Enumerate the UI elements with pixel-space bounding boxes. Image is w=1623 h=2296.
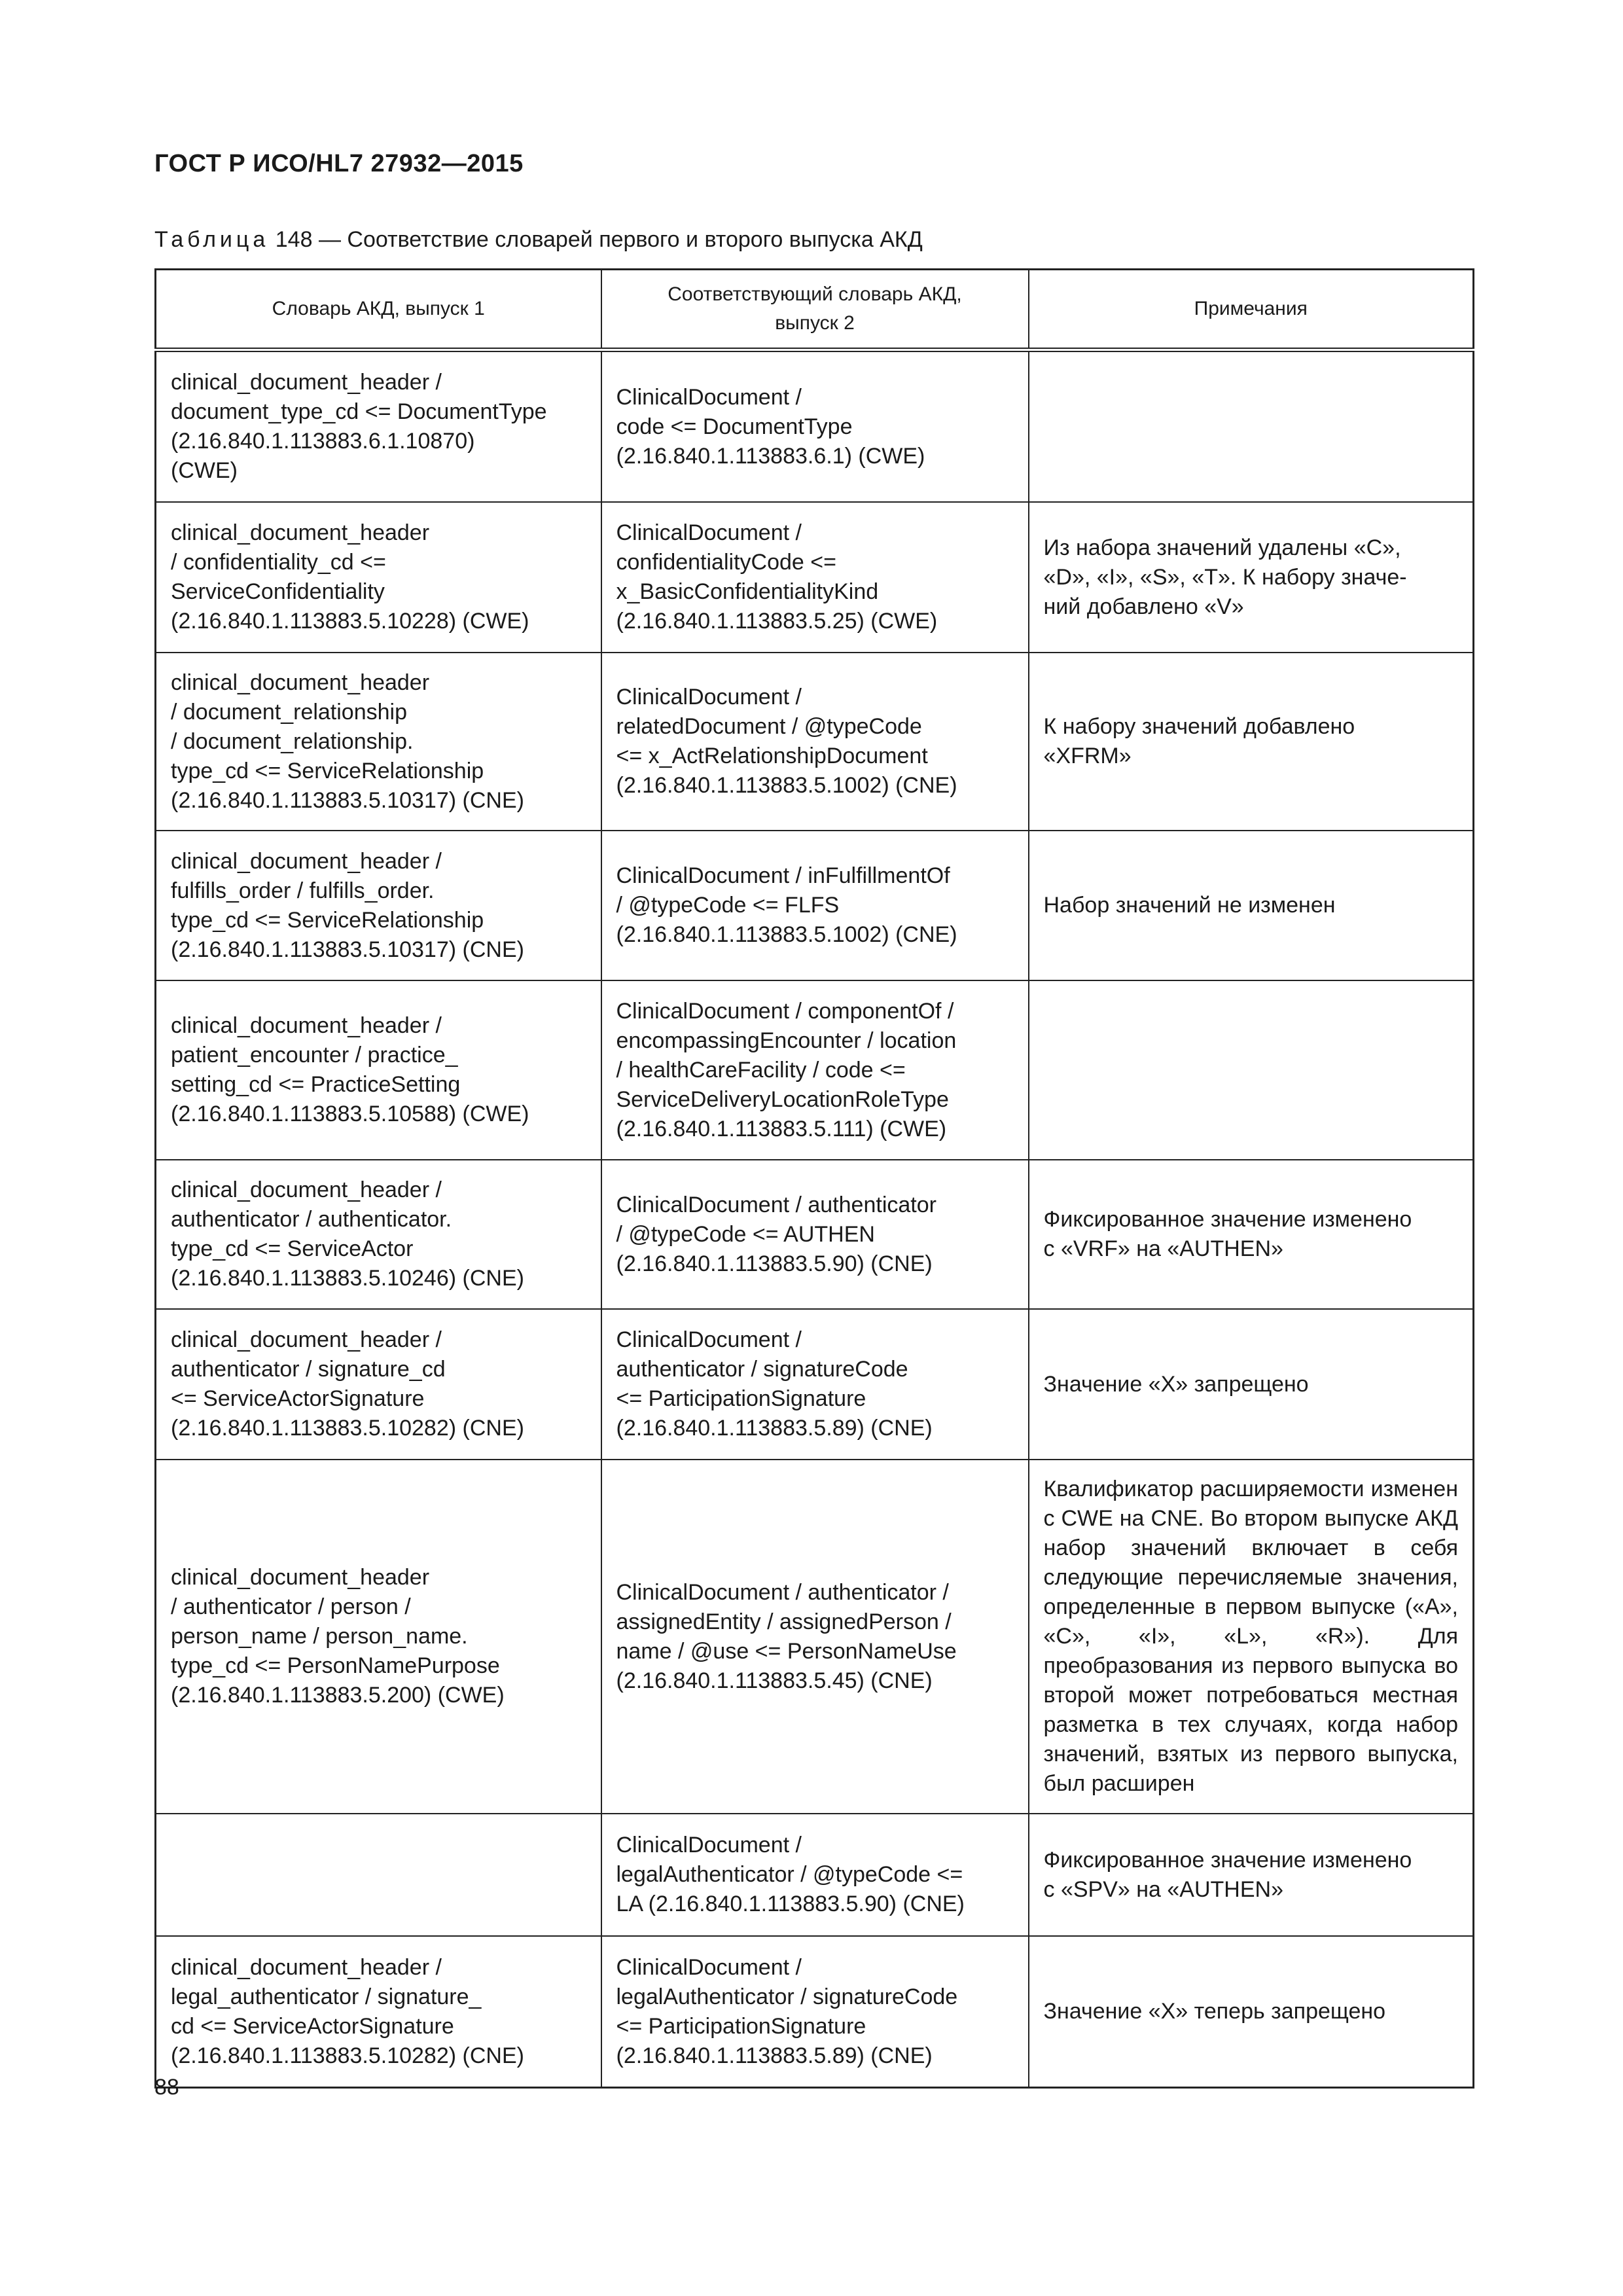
- release1-vocabulary-cell: clinical_document_header / legal_authenticator / signature_ cd <= ServiceActorSignature (2.16.840.1.113883.5.10282) (CNE): [156, 1936, 601, 2088]
- release2-vocabulary-cell: ClinicalDocument / relatedDocument / @typeCode <= x_ActRelationshipDocument (2.16.840.1.113883.5.1002) (CNE): [601, 653, 1029, 831]
- document-code: ГОСТ Р ИСО/HL7 27932—2015: [154, 150, 524, 177]
- table-row: [156, 1460, 1474, 1814]
- table-row: [156, 502, 1474, 653]
- notes-cell: Значение «X» теперь запрещено: [1029, 1936, 1474, 2088]
- table-row: [156, 1936, 1474, 2088]
- table-row: [156, 653, 1474, 831]
- release1-vocabulary-cell: clinical_document_header / confidentiality_cd <= ServiceConfidentiality (2.16.840.1.113883.5.10228) (CWE): [156, 502, 601, 653]
- table-row: [156, 350, 1474, 503]
- table-row: [156, 980, 1474, 1160]
- release2-vocabulary-cell: ClinicalDocument / authenticator / assignedEntity / assignedPerson / name / @use <= PersonNameUse (2.16.840.1.113883.5.45) (CNE): [601, 1460, 1029, 1814]
- release2-vocabulary-cell: ClinicalDocument / componentOf / encompassingEncounter / location / healthCareFacility / code <= ServiceDeliveryLocationRoleType (2.16.840.1.113883.5.111) (CWE): [601, 980, 1029, 1160]
- release2-vocabulary-cell: ClinicalDocument / code <= DocumentType (2.16.840.1.113883.6.1) (CWE): [601, 350, 1029, 503]
- release1-vocabulary-cell: [156, 1814, 601, 1936]
- notes-cell: К набору значений добавлено «XFRM»: [1029, 653, 1474, 831]
- table-caption-label: Таблица: [154, 227, 270, 252]
- release1-vocabulary-cell: clinical_document_header / authenticator / person / person_name / person_name. type_cd <= PersonNamePurpose (2.16.840.1.113883.5.200) (CWE): [156, 1460, 601, 1814]
- release1-vocabulary-cell: clinical_document_header / authenticator / signature_cd <= ServiceActorSignature (2.16.840.1.113883.5.10282) (CNE): [156, 1309, 601, 1460]
- table-row: [156, 1160, 1474, 1309]
- column-header-release2: Соответствующий словарь АКД, выпуск 2: [601, 270, 1029, 350]
- vocabulary-mapping-table: [154, 268, 1474, 2089]
- release2-vocabulary-cell: ClinicalDocument / legalAuthenticator / signatureCode <= ParticipationSignature (2.16.840.1.113883.5.89) (CNE): [601, 1936, 1029, 2088]
- notes-cell: Набор значений не изменен: [1029, 831, 1474, 980]
- table-row: [156, 831, 1474, 980]
- notes-cell: [1029, 350, 1474, 503]
- release1-vocabulary-cell: clinical_document_header / document_relationship / document_relationship. type_cd <= ServiceRelationship (2.16.840.1.113883.5.10317) (CNE): [156, 653, 601, 831]
- notes-cell: Из набора значений удалены «C», «D», «I», «S», «T». К набору значе- ний добавлено «V»: [1029, 502, 1474, 653]
- release2-vocabulary-cell: ClinicalDocument / authenticator / @typeCode <= AUTHEN (2.16.840.1.113883.5.90) (CNE): [601, 1160, 1029, 1309]
- release1-vocabulary-cell: clinical_document_header / authenticator / authenticator. type_cd <= ServiceActor (2.16.840.1.113883.5.10246) (CNE): [156, 1160, 601, 1309]
- table-row: [156, 1309, 1474, 1460]
- release1-vocabulary-cell: clinical_document_header / document_type_cd <= DocumentType (2.16.840.1.113883.6.1.10870) (CWE): [156, 350, 601, 503]
- table-row: [156, 1814, 1474, 1936]
- release2-vocabulary-cell: ClinicalDocument / authenticator / signatureCode <= ParticipationSignature (2.16.840.1.113883.5.89) (CNE): [601, 1309, 1029, 1460]
- page-number: 88: [154, 2075, 179, 2100]
- notes-cell: Фиксированное значение изменено с «SPV» на «AUTHEN»: [1029, 1814, 1474, 1936]
- release1-vocabulary-cell: clinical_document_header / fulfills_order / fulfills_order. type_cd <= ServiceRelationship (2.16.840.1.113883.5.10317) (CNE): [156, 831, 601, 980]
- table-caption-text: 148 — Соответствие словарей первого и второго выпуска АКД: [275, 227, 923, 252]
- release1-vocabulary-cell: clinical_document_header / patient_encounter / practice_ setting_cd <= PracticeSetting (2.16.840.1.113883.5.10588) (CWE): [156, 980, 601, 1160]
- release2-vocabulary-cell: ClinicalDocument / legalAuthenticator / @typeCode <= LA (2.16.840.1.113883.5.90) (CNE): [601, 1814, 1029, 1936]
- release2-vocabulary-cell: ClinicalDocument / confidentialityCode <= x_BasicConfidentialityKind (2.16.840.1.113883.5.25) (CWE): [601, 502, 1029, 653]
- notes-cell: [1029, 980, 1474, 1160]
- release2-vocabulary-cell: ClinicalDocument / inFulfillmentOf / @typeCode <= FLFS (2.16.840.1.113883.5.1002) (CNE): [601, 831, 1029, 980]
- notes-cell: Квалификатор расширяемости изменен с CWE на CNE. Во втором выпуске АКД набор значений включает в себя следующие перечисляемые значения, определенные в первом выпуске («A», «C», «I», «L», «R»). Для преобразования из первого выпуска во второй может потребоваться местная разметка в тех случаях, когда набор значений, взятых из первого выпуска, был расширен: [1029, 1460, 1474, 1814]
- column-header-release1: Словарь АКД, выпуск 1: [156, 270, 601, 350]
- table-caption: [154, 226, 923, 253]
- notes-cell: Фиксированное значение изменено с «VRF» на «AUTHEN»: [1029, 1160, 1474, 1309]
- table-header-row: [156, 270, 1474, 350]
- notes-cell: Значение «X» запрещено: [1029, 1309, 1474, 1460]
- column-header-notes: Примечания: [1029, 270, 1474, 350]
